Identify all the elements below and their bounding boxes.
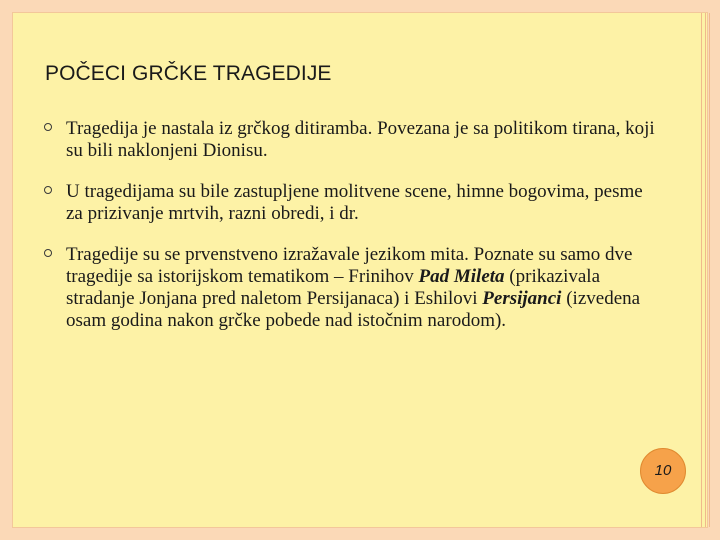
text-segment: (izvedena osam godina nakon grčke pobede nad istočnim narodom). bbox=[66, 288, 641, 331]
bullet-text bbox=[66, 181, 643, 224]
bullet-text bbox=[66, 118, 655, 161]
page-number-badge bbox=[640, 448, 686, 494]
decorative-line bbox=[705, 13, 706, 527]
bullet-item bbox=[44, 244, 664, 332]
bullet-text bbox=[66, 244, 640, 331]
page-number: 10 bbox=[654, 462, 672, 479]
decorative-line bbox=[701, 13, 702, 527]
decorative-line bbox=[709, 13, 710, 527]
emphasized-title: Persijanci bbox=[482, 288, 562, 309]
text-segment: Tragedije su se prvenstveno izražavale jezikom mita. Poznate su samo dve tragedije sa istorijskom tematikom – Frinihov bbox=[66, 244, 633, 287]
bullet-icon bbox=[44, 123, 52, 131]
text-segment: Tragedija je nastala iz grčkog ditiramba. Povezana je sa politikom tirana, koji su bili naklonjeni Dionisu. bbox=[66, 118, 655, 161]
emphasized-title: Pad Mileta bbox=[418, 266, 505, 287]
bullet-icon bbox=[44, 249, 52, 257]
bullet-icon bbox=[44, 186, 52, 194]
bullet-item bbox=[44, 118, 664, 162]
slide-title: POČECI GRČKE TRAGEDIJE bbox=[45, 62, 332, 85]
text-segment: U tragedijama su bile zastupljene molitvene scene, himne bogovima, pesme za prizivanje mrtvih, razni obredi, i dr. bbox=[66, 181, 643, 224]
bullet-item bbox=[44, 181, 664, 225]
text-segment: (prikazivala stradanje Jonjana pred naletom Persijanaca) i Eshilovi bbox=[66, 266, 601, 309]
bullet-list bbox=[44, 118, 664, 351]
